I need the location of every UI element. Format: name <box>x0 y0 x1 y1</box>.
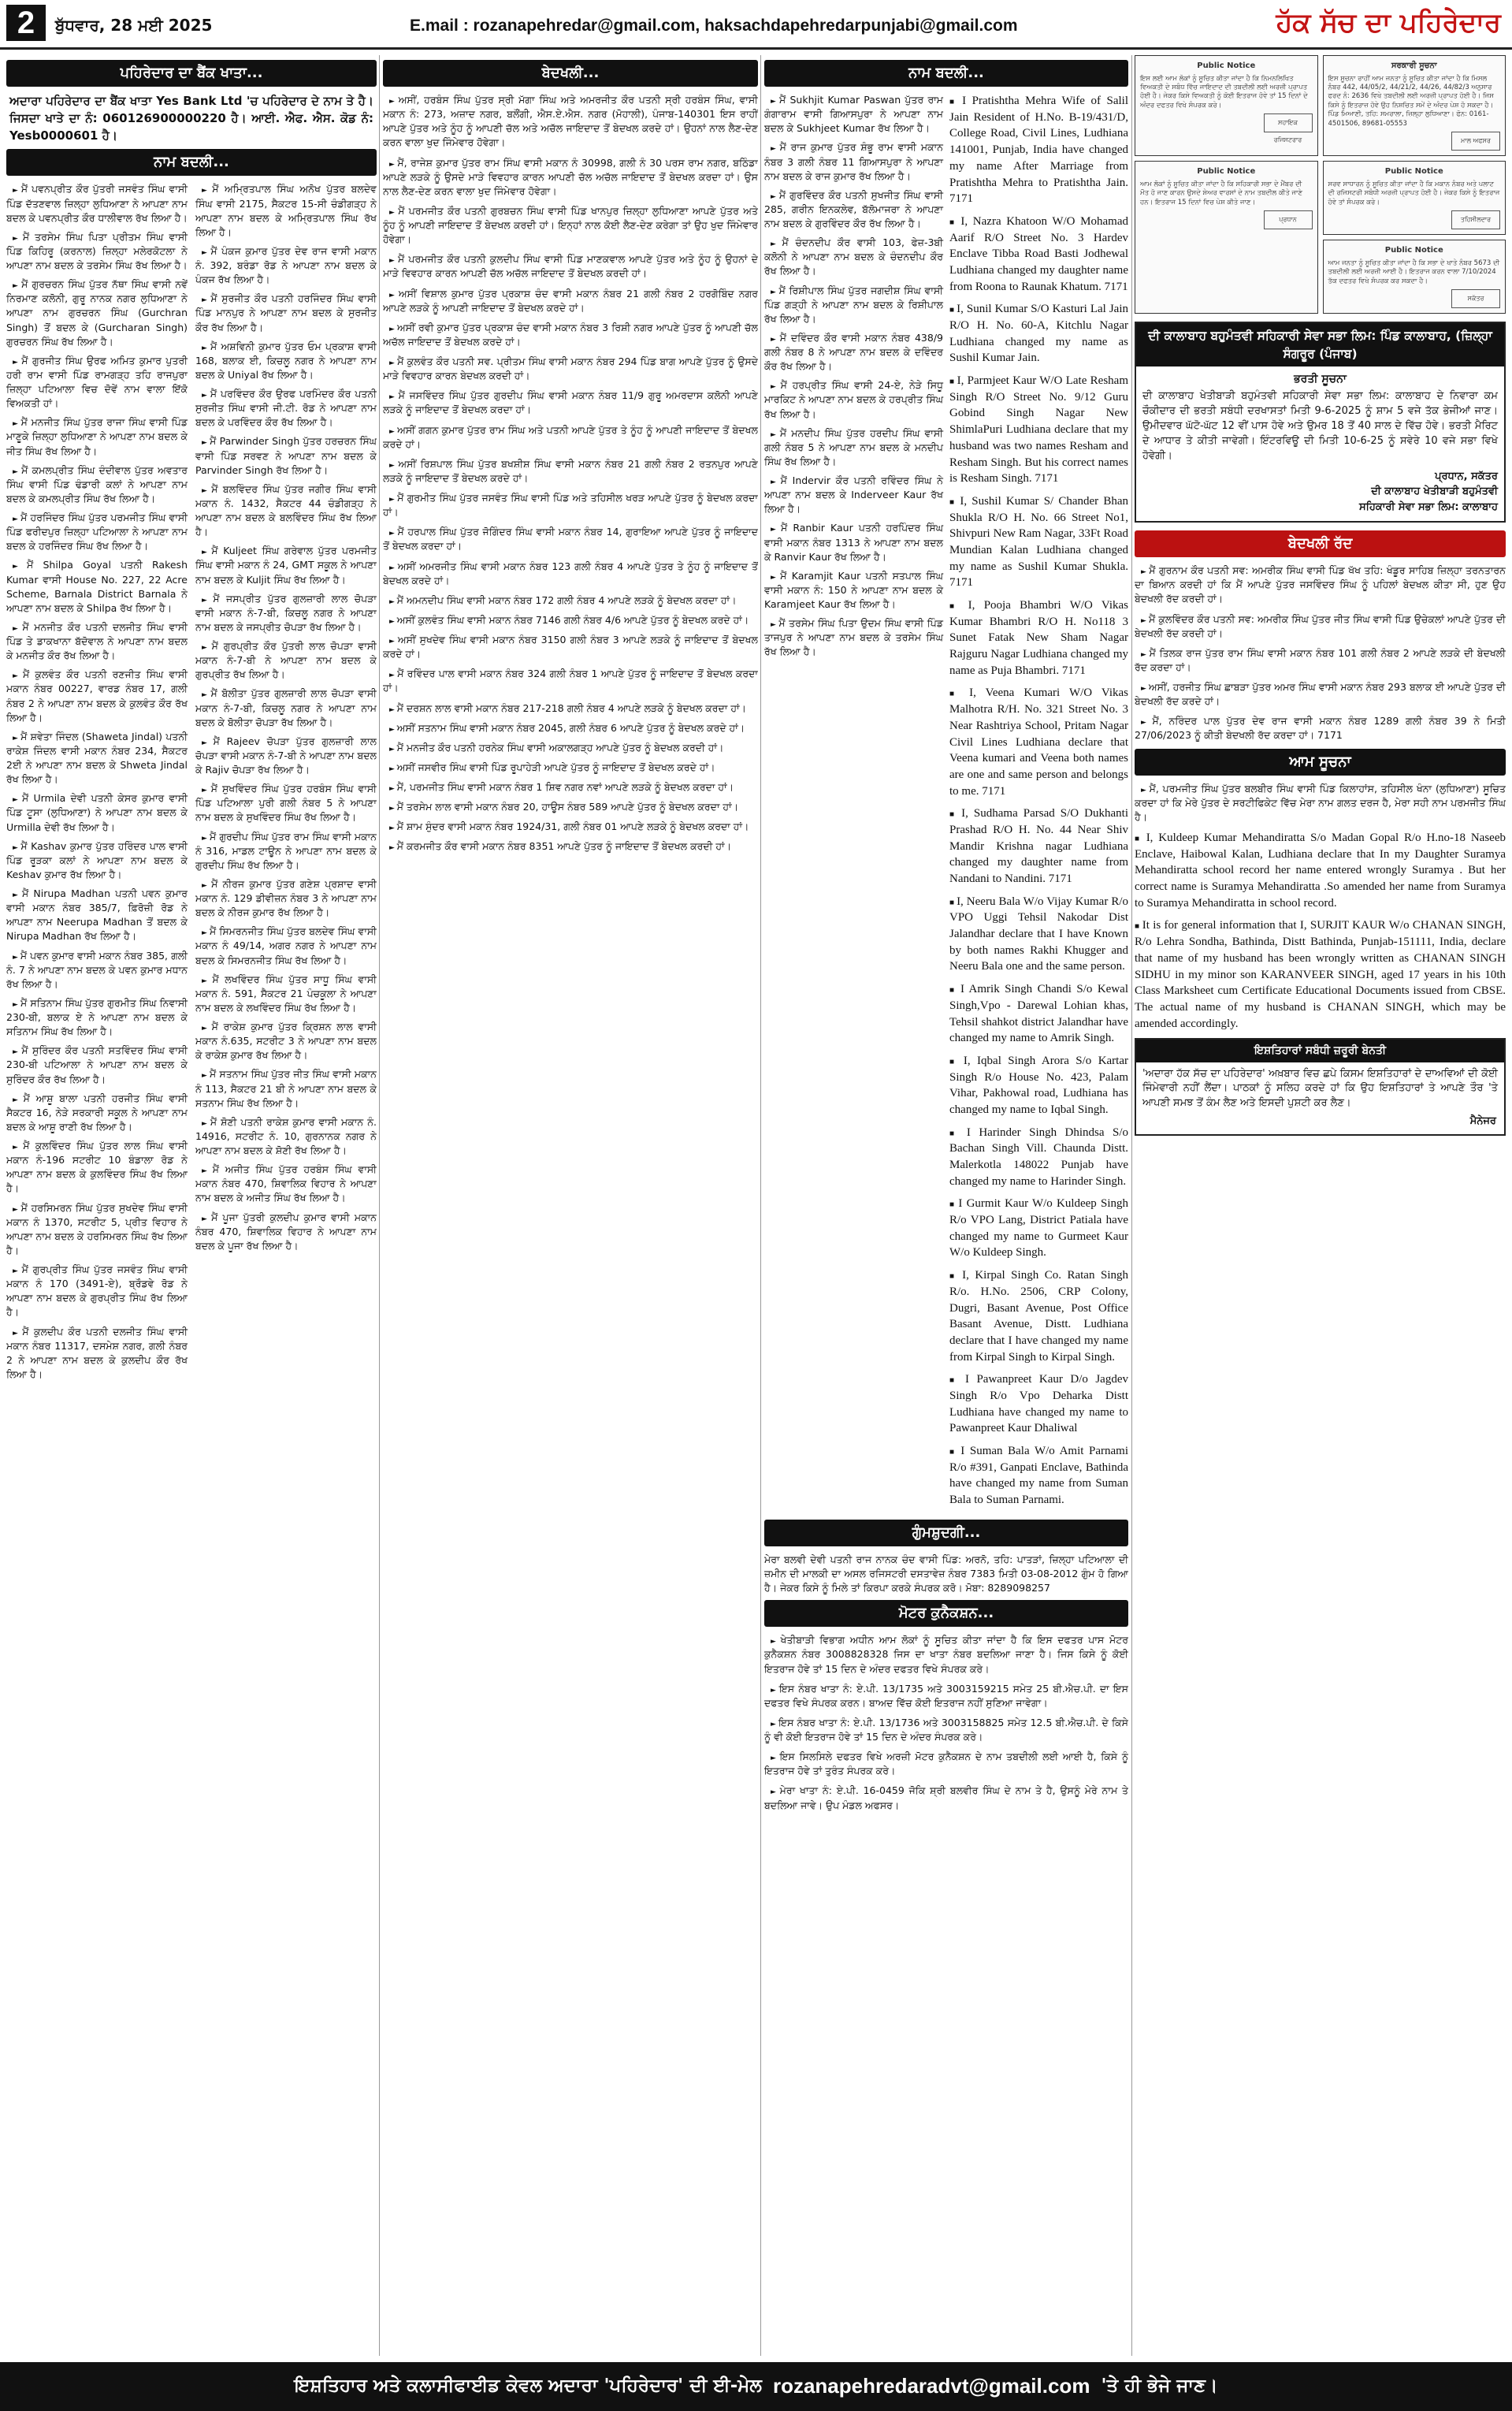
footer-email-link[interactable]: rozanapehredaradvt@gmail.com <box>772 2374 1090 2398</box>
name-change-2-english-item: ■ I Harinder Singh Dhindsa S/o Bachan Singh Vill. Chaunda Distt. Malerkotla 148022 Punjab have changed my name to Harinder Singh. <box>949 1125 1128 1190</box>
name-change-2-english-item: ■ I, Nazra Khatoon W/O Mohamad Aarif R/O Street No. 3 Hardev Enclave Tibba Road Basti Jodhewal Ludhiana changed my daughter name from Roona to Raunak Khatum. 7171 <box>949 214 1128 295</box>
badli-rad-title: ਬੇਦਖਲੀ ਰੱਦ <box>1135 530 1506 557</box>
name-change-2-english <box>949 93 1128 1515</box>
badli-item: ► ਅਸੀਂ ਰਿਸ਼ਪਾਲ ਸਿੰਘ ਪੁੱਤਰ ਬਖਸ਼ੀਸ਼ ਸਿੰਘ ਵਾਸੀ ਮਕਾਨ ਨੰਬਰ 21 ਗਲੀ ਨੰਬਰ 2 ਰਤਨਪੁਰ ਆਪਣੇ ਲੜਕੇ ਨੂੰ ਜਾਇਦਾਦ ਤੋਂ ਬੇਦਖਲ ਕਰਦੇ ਹਾਂ। <box>383 457 758 486</box>
name-change-item: ► ਮੈਂ ਗੁਰਦੀਪ ਸਿੰਘ ਪੁੱਤਰ ਰਾਮ ਸਿੰਘ ਵਾਸੀ ਮਕਾਨ ਨੰ 316, ਮਾਡਲ ਟਾਊਨ ਨੇ ਆਪਣਾ ਨਾਮ ਬਦਲ ਕੇ ਗੁਰਦੀਪ ਸਿੰਘ ਰੱਖ ਲਿਆ ਹੈ। <box>195 830 377 872</box>
name-change-2-item: ► ਮੈਂ Indervir ਕੌਰ ਪਤਨੀ ਰਵਿੰਦਰ ਸਿੰਘ ਨੇ ਆਪਣਾ ਨਾਮ ਬਦਲ ਕੇ Inderveer Kaur ਰੱਖ ਲਿਆ ਹੈ। <box>764 474 943 516</box>
footer-bar <box>0 2362 1512 2411</box>
column-2 <box>383 55 758 2356</box>
name-change-2-english-item: ■ I, Sunil Kumar S/O Kasturi Lal Jain R/O H. No. 60-A, Kitchlu Nagar Ludhiana changed my name as Sushil Kumar Jain. <box>949 301 1128 366</box>
badli-item: ► ਮੈਂ ਸ਼ਾਮ ਸੁੰਦਰ ਵਾਸੀ ਮਕਾਨ ਨੰਬਰ 1924/31, ਗਲੀ ਨੰਬਰ 01 ਆਪਣੇ ਲੜਕੇ ਨੂੰ ਬੇਦਖਲ ਕਰਦਾ ਹਾਂ। <box>383 820 758 834</box>
badli-title: ਬੇਦਖਲੀ... <box>383 60 758 87</box>
name-change-item: ► ਮੈਂ ਸ਼ੋਣੀ ਪਤਨੀ ਰਾਕੇਸ਼ ਕੁਮਾਰ ਵਾਸੀ ਮਕਾਨ ਨੰ. 14916, ਸਟਰੀਟ ਨੰ. 10, ਗੁਰਨਾਨਕ ਨਗਰ ਨੇ ਆਪਣਾ ਨਾਮ ਬਦਲ ਕੇ ਸ਼ੋਣੀ ਰੱਖ ਲਿਆ ਹੈ। <box>195 1115 377 1158</box>
public-notice-1 <box>1135 55 1318 156</box>
badli-rad-item: ► ਮੈਂ ਤਿਲਕ ਰਾਜ ਪੁੱਤਰ ਰਾਮ ਸਿੰਘ ਵਾਸੀ ਮਕਾਨ ਨੰਬਰ 101 ਗਲੀ ਨੰਬਰ 2 ਆਪਣੇ ਲੜਕੇ ਦੀ ਬੇਦਖਲੀ ਰੱਦ ਕਰਦਾ ਹਾਂ। <box>1135 646 1506 675</box>
name-change-2-english-item: ■ I, Kirpal Singh Co. Ratan Singh R/o. H.No. 2506, CRP Colony, Dugri, Basant Avenue, Post Office Basant Avenue, Distt. Ludhiana declare that I have changed my name from Kirpal Singh to Kirpal Singh. <box>949 1267 1128 1365</box>
motor-item: ► ਮੇਰਾ ਖਾਤਾ ਨੰ: ਏ.ਪੀ. 16-0459 ਜੋਕਿ ਸ਼੍ਰੀ ਬਲਵੀਰ ਸਿੰਘ ਦੇ ਨਾਮ ਤੇ ਹੈ, ਉਸਨੂੰ ਮੇਰੇ ਨਾਮ ਤੇ ਬਦਲਿਆ ਜਾਵੇ। ਉਪ ਮੰਡਲ ਅਫਸਰ। <box>764 1784 1128 1812</box>
ads-disclaimer-sign: ਮੈਨੇਜਰ <box>1469 1115 1496 1128</box>
public-notice-4-text: ਆਮ ਜਨਤਾ ਨੂੰ ਸੂਚਿਤ ਕੀਤਾ ਜਾਂਦਾ ਹੈ ਕਿ ਸਭਾ ਦੇ ਖਾਤੇ ਨੰਬਰ 5673 ਦੀ ਤਬਦੀਲੀ ਲਈ ਅਰਜ਼ੀ ਆਈ ਹੈ। ਇਤਰਾਜ ਕਰਨ ਵਾਲਾ 7/10/2024 ਤੱਕ ਦਫਤਰ ਵਿਖੇ ਸੰਪਰਕ ਕਰ ਸਕਦਾ ਹੈ। <box>1328 259 1500 285</box>
name-change-2-title: ਨਾਮ ਬਦਲੀ... <box>764 60 1128 87</box>
badli-item: ► ਮੈਂ ਹਰਪਾਲ ਸਿੰਘ ਪੁੱਤਰ ਜੋਗਿੰਦਰ ਸਿੰਘ ਵਾਸੀ ਮਕਾਨ ਨੰਬਰ 14, ਗੁਰਾਇਆ ਆਪਣੇ ਪੁੱਤਰ ਨੂੰ ਜਾਇਦਾਦ ਤੋਂ ਬੇਦਖਲ ਕਰਦਾ ਹਾਂ। <box>383 525 758 553</box>
society-sign-2: ਦੀ ਕਾਲਾਬਾਹ ਖੇਤੀਬਾੜੀ ਬਹੁਮੰਤਵੀ <box>1371 486 1498 498</box>
column-divider <box>379 55 380 2356</box>
name-change-item: ► ਮੈਂ ਜਸਪ੍ਰੀਤ ਪੁੱਤਰ ਗੁਲਜ਼ਾਰੀ ਲਾਲ ਚੋਪੜਾ ਵਾਸੀ ਮਕਾਨ ਨੰ-7-ਬੀ, ਕਿਚਲੂ ਨਗਰ ਨੇ ਆਪਣਾ ਨਾਮ ਬਦਲ ਕੇ ਜਸਪ੍ਰੀਤ ਚੋਪੜਾ ਰੱਖ ਲਿਆ ਹੈ। <box>195 592 377 634</box>
name-change-item: ► ਮੈਂ ਸੁਰਜੀਤ ਕੌਰ ਪਤਨੀ ਹਰਜਿੰਦਰ ਸਿੰਘ ਵਾਸੀ ਪਿੰਡ ਮਾਨਪੁਰ ਨੇ ਆਪਣਾ ਨਾਮ ਬਦਲ ਕੇ ਸੁਰਜੀਤ ਕੌਰ ਰੱਖ ਲਿਆ ਹੈ। <box>195 292 377 334</box>
name-change-item: ► ਮੈਂ Kashav ਕੁਮਾਰ ਪੁੱਤਰ ਹਰਿੰਦਰ ਪਾਲ ਵਾਸੀ ਪਿੰਡ ਰੂੜਕਾ ਕਲਾਂ ਨੇ ਆਪਣਾ ਨਾਮ ਬਦਲ ਕੇ Keshav ਕੁਮਾਰ ਰੱਖ ਲਿਆ ਹੈ। <box>6 839 188 882</box>
name-change-right <box>195 182 377 1386</box>
badli-item: ► ਅਸੀਂ ਵਿਸ਼ਾਲ ਕੁਮਾਰ ਪੁੱਤਰ ਪ੍ਰਕਾਸ਼ ਚੰਦ ਵਾਸੀ ਮਕਾਨ ਨੰਬਰ 21 ਗਲੀ ਨੰਬਰ 2 ਹਰਗੋਬਿੰਦ ਨਗਰ ਆਪਣੇ ਲੜਕੇ ਨੂੰ ਆਪਣੀ ਜਾਇਦਾਦ ਤੋਂ ਬੇਦਖਲ ਕਰਦੇ ਹਾਂ। <box>383 287 758 315</box>
page-number: 2 <box>6 5 46 41</box>
column-divider <box>1131 55 1132 2356</box>
name-change-item: ► ਮੈਂ ਗੁਰਚਰਨ ਸਿੰਘ ਪੁੱਤਰ ਨੱਥਾ ਸਿੰਘ ਵਾਸੀ ਨਵੇਂ ਨਿਰਮਾਣ ਕਲੋਨੀ, ਗੁਰੂ ਨਾਨਕ ਨਗਰ ਲੁਧਿਆਣਾ ਨੇ ਆਪਣਾ ਨਾਮ ਗੁਰਚਰਨ ਸਿੰਘ (Gurchran Singh) ਤੋਂ ਬਦਲ ਕੇ (Gurcharan Singh) ਗੁਰਚਰਨ ਸਿੰਘ ਰੱਖ ਲਿਆ ਹੈ। <box>6 277 188 349</box>
name-change-item: ► ਮੈਂ ਰਾਕੇਸ਼ ਕੁਮਾਰ ਪੁੱਤਰ ਕ੍ਰਿਸ਼ਨ ਲਾਲ ਵਾਸੀ ਮਕਾਨ ਨੰ.635, ਸਟਰੀਟ 3 ਨੇ ਆਪਣਾ ਨਾਮ ਬਦਲ ਕੇ ਰਾਕੇਸ਼ ਕੁਮਾਰ ਰੱਖ ਲਿਆ ਹੈ। <box>195 1020 377 1062</box>
public-notice-4 <box>1323 240 1506 314</box>
public-notice-3-text: ਸਰਵ ਸਾਧਾਰਨ ਨੂੰ ਸੂਚਿਤ ਕੀਤਾ ਜਾਂਦਾ ਹੈ ਕਿ ਮਕਾਨ ਨੰਬਰ ਅਤੇ ਪਲਾਟ ਦੀ ਰਜਿਸਟਰੀ ਸਬੰਧੀ ਅਰਜ਼ੀ ਪ੍ਰਾਪਤ ਹੋਈ ਹੈ। ਜੇਕਰ ਕਿਸੇ ਨੂੰ ਇਤਰਾਜ ਹੋਵੇ ਤਾਂ ਸੰਪਰਕ ਕਰੇ। <box>1328 180 1500 206</box>
brand-logo <box>1276 3 1501 44</box>
motor-item: ► ਇਸ ਸਿਲਸਿਲੇ ਦਫਤਰ ਵਿਖੇ ਅਰਜ਼ੀ ਮੋਟਰ ਕੁਨੈਕਸ਼ਨ ਦੇ ਨਾਮ ਤਬਦੀਲੀ ਲਈ ਆਈ ਹੈ, ਕਿਸੇ ਨੂੰ ਇਤਰਾਜ ਹੋਵੇ ਤਾਂ ਤੁਰੰਤ ਸੰਪਰਕ ਕਰੇ। <box>764 1750 1128 1778</box>
public-info-english-1: ■ I, Kuldeep Kumar Mehandiratta S/o Madan Gopal R/o H.no-18 Naseeb Enclave, Haibowal Kalan, Ludhiana declare that In my Daughter Suramya Mehandiratta school record her name entered wrongly Suramya . But her correct name is Suramya Mehandiratta .So amended her name from Suramya to Suramya Mehandiratta in school record. <box>1135 830 1506 911</box>
name-change-2-item: ► ਮੈਂ ਦਵਿੰਦਰ ਕੌਰ ਵਾਸੀ ਮਕਾਨ ਨੰਬਰ 438/9 ਗਲੀ ਨੰਬਰ 8 ਨੇ ਆਪਣਾ ਨਾਮ ਬਦਲ ਕੇ ਦਵਿੰਦਰ ਕੌਰ ਰੱਖ ਲਿਆ ਹੈ। <box>764 331 943 374</box>
issue-date: ਬੁੱਧਵਾਰ, 28 ਮਈ 2025 <box>55 16 213 35</box>
name-change-item: ► ਮੈਂ ਮਨਜੀਤ ਕੌਰ ਪਤਨੀ ਦਲਜੀਤ ਸਿੰਘ ਵਾਸੀ ਪਿੰਡ ਤੇ ਡਾਕਖਾਨਾ ਬੱਦੋਵਾਲ ਨੇ ਆਪਣਾ ਨਾਮ ਬਦਲ ਕੇ ਮਨਜੀਤ ਕੌਰ ਰੱਖ ਲਿਆ ਹੈ। <box>6 620 188 663</box>
public-info-title: ਆਮ ਸੂਚਨਾ <box>1135 749 1506 776</box>
badli-item: ► ਅਸੀਂ ਜਸਵੀਰ ਸਿੰਘ ਵਾਸੀ ਪਿੰਡ ਰੂਪਾਹੇੜੀ ਆਪਣੇ ਪੁੱਤਰ ਨੂੰ ਜਾਇਦਾਦ ਤੋਂ ਬੇਦਖਲ ਕਰਦੇ ਹਾਂ। <box>383 761 758 775</box>
society-subtitle: ਭਰਤੀ ਸੂਚਨਾ <box>1294 373 1347 386</box>
motor-item: ► ਖੇਤੀਬਾੜੀ ਵਿਭਾਗ ਅਧੀਨ ਆਮ ਲੋਕਾਂ ਨੂੰ ਸੂਚਿਤ ਕੀਤਾ ਜਾਂਦਾ ਹੈ ਕਿ ਇਸ ਦਫਤਰ ਪਾਸ ਮੋਟਰ ਕੁਨੈਕਸ਼ਨ ਨੰਬਰ 3008828328 ਜਿਸ ਦਾ ਖਾਤਾ ਨੰਬਰ ਬਦਲਿਆ ਜਾਣਾ ਹੈ। ਜਿਸ ਕਿਸੇ ਨੂੰ ਕੋਈ ਇਤਰਾਜ ਹੋਵੇ ਤਾਂ 15 ਦਿਨ ਦੇ ਅੰਦਰ ਦਫਤਰ ਵਿਖੇ ਸੰਪਰਕ ਕਰੇ। <box>764 1633 1128 1676</box>
column-4 <box>1135 55 1506 2356</box>
government-notice-title: ਸਰਕਾਰੀ ਸੂਚਨਾ <box>1391 61 1437 70</box>
name-change-left <box>6 182 188 1386</box>
notice-row-1 <box>1135 55 1506 156</box>
badli-item: ► ਮੈਂ ਦਰਸ਼ਨ ਲਾਲ ਵਾਸੀ ਮਕਾਨ ਨੰਬਰ 217-218 ਗਲੀ ਨੰਬਰ 4 ਆਪਣੇ ਲੜਕੇ ਨੂੰ ਬੇਦਖਲ ਕਰਦਾ ਹਾਂ। <box>383 701 758 716</box>
society-title: ਦੀ ਕਾਲਾਬਾਹ ਬਹੁਮੰਤਵੀ ਸਹਿਕਾਰੀ ਸੇਵਾ ਸਭਾ ਲਿਮ: ਪਿੰਡ ਕਾਲਾਬਾਹ, (ਜ਼ਿਲ੍ਹਾ ਸੰਗਰੂਰ (ਪੰਜਾਬ) <box>1136 323 1504 366</box>
name-change-item: ► ਮੈਂ Rajeev ਚੋਪੜਾ ਪੁੱਤਰ ਗੁਲਜ਼ਾਰੀ ਲਾਲ ਚੋਪੜਾ ਵਾਸੀ ਮਕਾਨ ਨੰ-7-ਬੀ ਨੇ ਆਪਣਾ ਨਾਮ ਬਦਲ ਕੇ Rajiv ਚੋਪੜਾ ਰੱਖ ਲਿਆ ਹੈ। <box>195 735 377 777</box>
public-notice-2-text: ਆਮ ਲੋਕਾਂ ਨੂੰ ਸੂਚਿਤ ਕੀਤਾ ਜਾਂਦਾ ਹੈ ਕਿ ਸਹਿਕਾਰੀ ਸਭਾ ਦੇ ਮੈਂਬਰ ਦੀ ਮੌਤ ਹੋ ਜਾਣ ਕਾਰਨ ਉਸਦੇ ਸ਼ੇਅਰ ਵਾਰਸਾਂ ਦੇ ਨਾਮ ਤਬਦੀਲ ਕੀਤੇ ਜਾਣੇ ਹਨ। ਇਤਰਾਜ 15 ਦਿਨਾਂ ਵਿਚ ਪੇਸ਼ ਕੀਤੇ ਜਾਣ। <box>1140 180 1303 206</box>
badli-rad-item: ► ਅਸੀਂ, ਹਰਜੀਤ ਸਿੰਘ ਛਾਬੜਾ ਪੁੱਤਰ ਅਮਰ ਸਿੰਘ ਵਾਸੀ ਮਕਾਨ ਨੰਬਰ 293 ਬਲਾਕ ਈ ਆਪਣੇ ਪੁੱਤਰ ਦੀ ਬੇਦਖਲੀ ਰੱਦ ਕਰਦੇ ਹਾਂ। <box>1135 680 1506 709</box>
public-notice-3-sign: ਤਹਿਸੀਲਦਾਰ <box>1451 210 1500 229</box>
name-change-2-item: ► ਮੈਂ Karamjit Kaur ਪਤਨੀ ਸਤਪਾਲ ਸਿੰਘ ਵਾਸੀ ਮਕਾਨ ਨੰ: 150 ਨੇ ਆਪਣਾ ਨਾਮ ਬਦਲ ਕੇ Karamjeet Kaur ਰੱਖ ਲਿਆ ਹੈ। <box>764 569 943 612</box>
name-change-item: ► ਮੈਂ ਸੁਰਿੰਦਰ ਕੌਰ ਪਤਨੀ ਸਤਵਿੰਦਰ ਸਿੰਘ ਵਾਸੀ 230-ਬੀ ਪਟਿਆਲਾ ਨੇ ਆਪਣਾ ਨਾਮ ਬਦਲ ਕੇ ਸੁਰਿੰਦਰ ਕੌਰ ਰੱਖ ਲਿਆ ਹੈ। <box>6 1044 188 1086</box>
society-recruitment-box <box>1135 322 1506 523</box>
name-change-2-english-item: ■ I, Iqbal Singh Arora S/o Kartar Singh R/o House No. 423, Palam Vihar, Pakhowal road, Ludhiana has changed my name to Iqbal Singh. <box>949 1053 1128 1118</box>
name-change-item: ► ਮੈਂ ਹਰਜਿੰਦਰ ਸਿੰਘ ਪੁੱਤਰ ਪਰਮਜੀਤ ਸਿੰਘ ਵਾਸੀ ਪਿੰਡ ਫਰੀਦਪੁਰ ਜ਼ਿਲ੍ਹਾ ਪਟਿਆਲਾ ਨੇ ਆਪਣਾ ਨਾਮ ਬਦਲ ਕੇ ਹਰਜਿੰਦਰ ਸਿੰਘ ਰੱਖ ਲਿਆ ਹੈ। <box>6 511 188 553</box>
name-change-2-english-item: ■ I, Veena Kumari W/O Vikas Malhotra R/H. No. 321 Street No. 3 Near Rashtriya School, Pritam Nagar Civil Lines Ludhiana declare that Veena kumari and Veena both names are one and same person and belongs to me. 7171 <box>949 685 1128 799</box>
name-change-2-english-item: ■ I, Sudhama Parsad S/O Dukhanti Prashad R/O H. No. 44 Near Shiv Mandir Krishna nagar Ludhiana changed my daughter name from Nandani to Nandini. 7171 <box>949 806 1128 887</box>
name-change-2-item: ► ਮੈਂ ਤਰਸੇਮ ਸਿੰਘ ਪਿਤਾ ਉਦਮ ਸਿੰਘ ਵਾਸੀ ਪਿੰਡ ਤਾਜਪੁਰ ਨੇ ਆਪਣਾ ਨਾਮ ਬਦਲ ਕੇ ਤਰਸੇਮ ਸਿੰਘ ਰੱਖ ਲਿਆ ਹੈ। <box>764 616 943 659</box>
name-change-item: ► ਮੈਂ ਕੁਲਦੀਪ ਕੌਰ ਪਤਨੀ ਦਲਜੀਤ ਸਿੰਘ ਵਾਸੀ ਮਕਾਨ ਨੰਬਰ 11317, ਦਸਮੇਸ਼ ਨਗਰ, ਗਲੀ ਨੰਬਰ 2 ਨੇ ਆਪਣਾ ਨਾਮ ਬਦਲ ਕੇ ਕੁਲਦੀਪ ਕੌਰ ਰੱਖ ਲਿਆ ਹੈ। <box>6 1325 188 1382</box>
name-change-item: ► ਮੈਂ ਸ਼ਵੇਤਾ ਜਿੰਦਲ (Shaweta Jindal) ਪਤਨੀ ਰਾਕੇਸ਼ ਜਿੰਦਲ ਵਾਸੀ ਮਕਾਨ ਨੰਬਰ 234, ਸੈਕਟਰ 2ਈ ਨੇ ਆਪਣਾ ਨਾਮ ਬਦਲ ਕੇ Shweta Jindal ਰੱਖ ਲਿਆ ਹੈ। <box>6 730 188 787</box>
name-change-item: ► ਮੈਂ Kuljeet ਸਿੰਘ ਗਰੇਵਾਲ ਪੁੱਤਰ ਪਰਮਜੀਤ ਸਿੰਘ ਵਾਸੀ ਮਕਾਨ ਨੰ 24, GMT ਸਕੂਲ ਨੇ ਆਪਣਾ ਨਾਮ ਬਦਲ ਕੇ Kuljit ਸਿੰਘ ਰੱਖ ਲਿਆ ਹੈ। <box>195 544 377 586</box>
name-change-item: ► ਮੈਂ Parwinder Singh ਪੁੱਤਰ ਹਰਚਰਨ ਸਿੰਘ ਵਾਸੀ ਪਿੰਡ ਸਰਵਣ ਨੇ ਆਪਣਾ ਨਾਮ ਬਦਲ ਕੇ Parvinder Singh ਰੱਖ ਲਿਆ ਹੈ। <box>195 434 377 477</box>
badli-item: ► ਅਸੀਂ ਰਵੀ ਕੁਮਾਰ ਪੁੱਤਰ ਪ੍ਰਕਾਸ਼ ਚੰਦ ਵਾਸੀ ਮਕਾਨ ਨੰਬਰ 3 ਰਿਸ਼ੀ ਨਗਰ ਆਪਣੇ ਪੁੱਤਰ ਨੂੰ ਆਪਣੀ ਚੱਲ ਅਚੱਲ ਜਾਇਦਾਦ ਤੋਂ ਬੇਦਖਲ ਕਰਦੇ ਹਾਂ। <box>383 321 758 349</box>
government-notice <box>1323 55 1506 156</box>
name-change-item: ► ਮੈਂ ਸੁਖਵਿੰਦਰ ਸਿੰਘ ਪੁੱਤਰ ਹਰਬੰਸ ਸਿੰਘ ਵਾਸੀ ਪਿੰਡ ਪਟਿਆਲਾ ਪੁਰੀ ਗਲੀ ਨੰਬਰ 5 ਨੇ ਆਪਣਾ ਨਾਮ ਬਦਲ ਕੇ ਸੁਖਵਿੰਦਰ ਸਿੰਘ ਰੱਖ ਲਿਆ ਹੈ। <box>195 782 377 824</box>
name-change-2-english-item: ■ I Pratishtha Mehra Wife of Salil Jain Resident of H.No. B-19/431/D, College Road, Civil Lines, Ludhiana 141001, Punjab, India have changed my name After Marriage from Pratishtha Mehra to Pratishtha Jain. 7171 <box>949 93 1128 207</box>
name-change-item: ► ਮੈਂ ਅਸ਼ਵਿਨੀ ਕੁਮਾਰ ਪੁੱਤਰ ਓਮ ਪ੍ਰਕਾਸ਼ ਵਾਸੀ 168, ਬਲਾਕ ਈ, ਕਿਚਲੂ ਨਗਰ ਨੇ ਆਪਣਾ ਨਾਮ ਬਦਲ ਕੇ Uniyal ਰੱਖ ਲਿਆ ਹੈ। <box>195 340 377 382</box>
ads-disclaimer-title: ਇਸ਼ਤਿਹਾਰਾਂ ਸਬੰਧੀ ਜ਼ਰੂਰੀ ਬੇਨਤੀ <box>1136 1040 1504 1062</box>
government-notice-sign: ਮਾਲ ਅਫਸਰ <box>1451 132 1500 151</box>
name-change-2-english-item: ■ I, Parmjeet Kaur W/O Late Resham Singh R/O Street No. 9/12 Guru Gobind Singh Nagar New ShimlaPuri Ludhiana declare that my husband was two names Resham and Resham Singh. But his correct names is Resham Singh. 7171 <box>949 373 1128 487</box>
name-change-item: ► ਮੈਂ ਪਵਨ ਕੁਮਾਰ ਵਾਸੀ ਮਕਾਨ ਨੰਬਰ 385, ਗਲੀ ਨੰ. 7 ਨੇ ਆਪਣਾ ਨਾਮ ਬਦਲ ਕੇ ਪਵਨ ਕੁਮਾਰ ਮਧਾਨ ਰੱਖ ਲਿਆ ਹੈ। <box>6 949 188 992</box>
name-change-item: ► ਮੈਂ ਸਿਮਰਨਜੀਤ ਸਿੰਘ ਪੁੱਤਰ ਬਲਦੇਵ ਸਿੰਘ ਵਾਸੀ ਮਕਾਨ ਨੰ 49/14, ਅਗਰ ਨਗਰ ਨੇ ਆਪਣਾ ਨਾਮ ਬਦਲ ਕੇ ਸਿਮਰਨਜੀਤ ਸਿੰਘ ਰੱਖ ਲਿਆ ਹੈ। <box>195 925 377 967</box>
name-change-item: ► ਮੈਂ ਪਰਵਿੰਦਰ ਕੌਰ ਉਰਫ ਪਰਮਿੰਦਰ ਕੌਰ ਪਤਨੀ ਸੁਰਜੀਤ ਸਿੰਘ ਵਾਸੀ ਜੀ.ਟੀ. ਰੋਡ ਨੇ ਆਪਣਾ ਨਾਮ ਬਦਲ ਕੇ ਪਰਵਿੰਦਰ ਕੌਰ ਰੱਖ ਲਿਆ ਹੈ। <box>195 387 377 430</box>
name-change-2-english-item: ■ I Suman Bala W/o Amit Parnami R/o #391, Ganpati Enclave, Bathinda have changed my name from Suman Bala to Suman Parnami. <box>949 1443 1128 1509</box>
notice-stack <box>1323 161 1506 314</box>
masthead <box>0 0 1512 50</box>
public-notice-4-sign: ਸਕੱਤਰ <box>1451 289 1500 308</box>
name-change-2-item: ► ਮੈਂ ਰਿਸ਼ੀਪਾਲ ਸਿੰਘ ਪੁੱਤਰ ਜਗਦੀਸ਼ ਸਿੰਘ ਵਾਸੀ ਪਿੰਡ ਗੜ੍ਹੀ ਨੇ ਆਪਣਾ ਨਾਮ ਬਦਲ ਕੇ ਰਿਸ਼ੀਪਾਲ ਰੱਖ ਲਿਆ ਹੈ। <box>764 284 943 326</box>
badli-item: ► ਅਸੀਂ, ਹਰਬੰਸ ਸਿੰਘ ਪੁੱਤਰ ਸ੍ਰੀ ਮੱਗਾ ਸਿੰਘ ਅਤੇ ਅਮਰਜੀਤ ਕੌਰ ਪਤਨੀ ਸ੍ਰੀ ਹਰਬੰਸ ਸਿੰਘ, ਵਾਸੀ ਮਕਾਨ ਨੰ: 273, ਅਜ਼ਾਦ ਨਗਰ, ਬਲੌਂਗੀ, ਐਸ.ਏ.ਐਸ. ਨਗਰ (ਮੋਹਾਲੀ), ਪੰਜਾਬ-140301 ਇਸ ਰਾਹੀਂ ਆਪਣੇ ਪੁੱਤਰ ਅਤੇ ਨੂੰਹ ਨੂੰ ਆਪਣੀ ਚੱਲ ਅਤੇ ਅਚੱਲ ਜਾਇਦਾਦ ਤੋਂ ਬੇਦਖਲ ਕਰਦੇ ਹਾਂ। ਉਹਨਾਂ ਨਾਲ ਲੈਣ-ਦੇਣ ਕਰਨ ਵਾਲਾ ਖੁਦ ਜਿੰਮੇਵਾਰ ਹੋਵੇਗਾ। <box>383 93 758 151</box>
name-change-item: ► ਮੈਂ ਸਤਿਨਾਮ ਸਿੰਘ ਪੁੱਤਰ ਗੁਰਮੀਤ ਸਿੰਘ ਨਿਵਾਸੀ 230-ਬੀ, ਬਲਾਕ ਏ ਨੇ ਆਪਣਾ ਨਾਮ ਬਦਲ ਕੇ ਸਤਿਨਾਮ ਸਿੰਘ ਰੱਖ ਲਿਆ ਹੈ। <box>6 996 188 1039</box>
badli-rad-item: ► ਮੈਂ ਕੁਲਵਿੰਦਰ ਕੌਰ ਪਤਨੀ ਸਵ: ਅਮਰੀਕ ਸਿੰਘ ਪੁੱਤਰ ਜੀਤ ਸਿੰਘ ਵਾਸੀ ਪਿੰਡ ਉਚੇਕਲਾਂ ਆਪਣੇ ਪੁੱਤਰ ਦੀ ਬੇਦਖਲੀ ਰੱਦ ਕਰਦੀ ਹਾਂ। <box>1135 612 1506 641</box>
society-signature <box>1136 469 1504 522</box>
name-change-item: ► ਮੈਂ ਕੁਲਵਿੰਦਰ ਸਿੰਘ ਪੁੱਤਰ ਲਾਲ ਸਿੰਘ ਵਾਸੀ ਮਕਾਨ ਨੰ-196 ਸਟਰੀਟ 10 ਬੰਡਾਲਾ ਰੋਡ ਨੇ ਆਪਣਾ ਨਾਮ ਬਦਲ ਕੇ ਕੁਲਵਿੰਦਰ ਸਿੰਘ ਰੱਖ ਲਿਆ ਹੈ। <box>6 1139 188 1196</box>
name-change-2-item: ► ਮੈਂ ਚੰਦਨਦੀਪ ਕੌਰ ਵਾਸੀ 103, ਫੇਜ਼-3ਬੀ ਕਲੋਨੀ ਨੇ ਆਪਣਾ ਨਾਮ ਬਦਲ ਕੇ ਚੰਦਨਦੀਪ ਕੌਰ ਰੱਖ ਲਿਆ ਹੈ। <box>764 236 943 278</box>
public-notice-3-title: Public Notice <box>1384 167 1443 177</box>
badli-item: ► ਅਸੀਂ ਕੁਲਵੰਤ ਸਿੰਘ ਵਾਸੀ ਮਕਾਨ ਨੰਬਰ 7146 ਗਲੀ ਨੰਬਰ 4/6 ਆਪਣੇ ਪੁੱਤਰ ਨੂੰ ਬੇਦਖਲ ਕਰਦੇ ਹਾਂ। <box>383 613 758 627</box>
badli-item: ► ਮੈਂ ਅਮਨਦੀਪ ਸਿੰਘ ਵਾਸੀ ਮਕਾਨ ਨੰਬਰ 172 ਗਲੀ ਨੰਬਰ 4 ਆਪਣੇ ਲੜਕੇ ਨੂੰ ਬੇਦਖਲ ਕਰਦਾ ਹਾਂ। <box>383 593 758 608</box>
public-info-english-2: ■ It is for general information that I, SURJIT KAUR W/o CHANAN SINGH, R/o Lehra Sondha, Bathinda, Distt Bathinda, Punjab-151111, India, declare that name of my husband has been wrongly written as CHANAN SINGH SIDHU in my minor son KARANVEER SINGH, aged 17 years in his 10th Class Marksheet cum Certificate Educational Documents issued from CBSE. The actual name of my husband is CHANAN SINGH, which may be amended accordingly. <box>1135 917 1506 1032</box>
name-change-item: ► ਮੈਂ ਤਰਸੇਮ ਸਿੰਘ ਪਿਤਾ ਪ੍ਰੀਤਮ ਸਿੰਘ ਵਾਸੀ ਪਿੰਡ ਕਿਹਿਰੂ (ਕਰਨਾਲ) ਜ਼ਿਲ੍ਹਾ ਮਲੇਰਕੋਟਲਾ ਨੇ ਆਪਣਾ ਨਾਮ ਬਦਲ ਕੇ ਤਰਸੇਮ ਸਿੰਘ ਰੱਖ ਲਿਆ ਹੈ। <box>6 230 188 273</box>
name-change-item: ► ਮੈਂ ਅਜੀਤ ਸਿੰਘ ਪੁੱਤਰ ਹਰਬੰਸ ਸਿੰਘ ਵਾਸੀ ਮਕਾਨ ਨੰਬਰ 470, ਸ਼ਿਵਾਲਿਕ ਵਿਹਾਰ ਨੇ ਆਪਣਾ ਨਾਮ ਬਦਲ ਕੇ ਅਜੀਤ ਸਿੰਘ ਰੱਖ ਲਿਆ ਹੈ। <box>195 1163 377 1205</box>
bank-account-text: ਅਦਾਰਾ ਪਹਿਰੇਦਾਰ ਦਾ ਬੈਂਕ ਖਾਤਾ Yes Bank Ltd 'ਚ ਪਹਿਰੇਦਾਰ ਦੇ ਨਾਮ ਤੇ ਹੈ। ਜਿਸਦਾ ਖਾਤੇ ਦਾ ਨੰ: 060126900000220 ਹੈ। ਆਈ. ਐਫ. ਐਸ. ਕੋਡ ਨੰ: Yesb0000601 ਹੈ। <box>9 94 373 143</box>
badli-list <box>383 93 758 854</box>
name-change-item: ► ਮੈਂ Shilpa Goyal ਪਤਨੀ Rakesh Kumar ਵਾਸੀ House No. 227, 22 Acre Scheme, Barnala District Barnala ਨੇ ਆਪਣਾ ਨਾਮ ਬਦਲ ਕੇ Shilpa ਰੱਖ ਲਿਆ ਹੈ। <box>6 558 188 616</box>
name-change-2-english-item: ■ I Gurmit Kaur W/o Kuldeep Singh R/o VPO Lang, District Patiala have changed my name to Gurmeet Kaur W/o Kuldeep Singh. <box>949 1196 1128 1261</box>
name-change-2-english-item: ■ I, Pooja Bhambri W/O Vikas Kumar Bhambri R/O H. No118 3 Sunet Fatak New Sham Nagar Rajguru Nagar Ludhiana changed my name as Puja Bhambri. 7171 <box>949 597 1128 679</box>
badli-rad-item: ► ਮੈਂ ਗੁਰਨਾਮ ਕੌਰ ਪਤਨੀ ਸਵ: ਅਮਰੀਕ ਸਿੰਘ ਵਾਸੀ ਪਿੰਡ ਖੱਖ ਤਹਿ: ਖੰਡੂਰ ਸਾਹਿਬ ਜ਼ਿਲ੍ਹਾ ਤਰਨਤਾਰਨ ਦਾ ਬਿਆਨ ਕਰਦੀ ਹਾਂ ਕਿ ਮੈਂ ਆਪਣੇ ਪੁੱਤਰ ਜਸਵਿੰਦਰ ਸਿੰਘ ਨੂੰ ਪਹਿਲਾਂ ਬੇਦਖਲ ਕੀਤਾ ਸੀ, ਹੁਣ ਉਹ ਬੇਦਖਲੀ ਰੱਦ ਕਰਦੀ ਹਾਂ। <box>1135 564 1506 606</box>
name-change-item: ► ਮੈਂ ਗੁਰਜੀਤ ਸਿੰਘ ਉਰਫ ਅਮਿਤ ਕੁਮਾਰ ਪੁਤਰੀ ਹਰੀ ਰਾਮ ਵਾਸੀ ਪਿੰਡ ਰਾਮਗੜ੍ਹ ਤਹਿ ਰਾਜਪੁਰਾ ਜ਼ਿਲ੍ਹਾ ਪਟਿਆਲਾ ਵਿਚ ਦੋਵੇਂ ਨਾਮ ਵਾਲਾ ਇੱਕੋ ਵਿਅਕਤੀ ਹਾਂ। <box>6 354 188 411</box>
badli-item: ► ਅਸੀਂ ਅਮਰਜੀਤ ਸਿੰਘ ਵਾਸੀ ਮਕਾਨ ਨੰਬਰ 123 ਗਲੀ ਨੰਬਰ 4 ਆਪਣੇ ਪੁੱਤਰ ਤੇ ਨੂੰਹ ਨੂੰ ਜਾਇਦਾਦ ਤੋਂ ਬੇਦਖਲ ਕਰਦੇ ਹਾਂ। <box>383 560 758 588</box>
lost-notice: ਮੇਰਾ ਬਲਵੀ ਦੇਵੀ ਪਤਨੀ ਰਾਜ ਨਾਨਕ ਚੰਦ ਵਾਸੀ ਪਿੰਡ: ਅਰਨੋ, ਤਹਿ: ਪਾਤੜਾਂ, ਜ਼ਿਲ੍ਹਾ ਪਟਿਆਲਾ ਦੀ ਜ਼ਮੀਨ ਦੀ ਮਾਲਕੀ ਦਾ ਅਸਲ ਰਜਿਸਟਰੀ ਦਸਤਾਵੇਜ਼ ਨੰਬਰ 7383 ਮਿਤੀ 03-08-2012 ਗੁੰਮ ਹੋ ਗਿਆ ਹੈ। ਜੇਕਰ ਕਿਸੇ ਨੂੰ ਮਿਲੇ ਤਾਂ ਕਿਰਪਾ ਕਰਕੇ ਸੰਪਰਕ ਕਰੋ। ਮੋਬਾ: 8289098257 <box>764 1553 1128 1594</box>
name-change-2-grid <box>764 93 1128 1515</box>
badli-item: ► ਅਸੀਂ ਸਤਨਾਮ ਸਿੰਘ ਵਾਸੀ ਮਕਾਨ ਨੰਬਰ 2045, ਗਲੀ ਨੰਬਰ 6 ਆਪਣੇ ਪੁੱਤਰ ਨੂੰ ਬੇਦਖਲ ਕਰਦੇ ਹਾਂ। <box>383 721 758 735</box>
badli-item: ► ਮੈਂ ਜਸਵਿੰਦਰ ਸਿੰਘ ਪੁੱਤਰ ਗੁਰਦੀਪ ਸਿੰਘ ਵਾਸੀ ਮਕਾਨ ਨੰਬਰ 11/9 ਗੁਰੂ ਅਮਰਦਾਸ ਕਲੋਨੀ ਆਪਣੇ ਲੜਕੇ ਨੂੰ ਜਾਇਦਾਦ ਤੋਂ ਬੇਦਖਲ ਕਰਦਾ ਹਾਂ। <box>383 389 758 417</box>
name-change-2-english-item: ■ I Pawanpreet Kaur D/o Jagdev Singh R/o Vpo Deharka Distt Ludhiana have changed my name to Pawanpreet Kaur Dhaliwal <box>949 1371 1128 1437</box>
name-change-item: ► ਮੈਂ ਨੀਰਜ ਕੁਮਾਰ ਪੁੱਤਰ ਗਣੇਸ਼ ਪ੍ਰਸ਼ਾਦ ਵਾਸੀ ਮਕਾਨ ਨੰ. 129 ਡੀਵੀਜ਼ਨ ਨੰਬਰ 3 ਨੇ ਆਪਣਾ ਨਾਮ ਬਦਲ ਕੇ ਨੀਰਜ ਕੁਮਾਰ ਰੱਖ ਲਿਆ ਹੈ। <box>195 877 377 920</box>
badli-item: ► ਮੈਂ ਰਵਿੰਦਰ ਪਾਲ ਵਾਸੀ ਮਕਾਨ ਨੰਬਰ 324 ਗਲੀ ਨੰਬਰ 1 ਆਪਣੇ ਪੁੱਤਰ ਨੂੰ ਜਾਇਦਾਦ ਤੋਂ ਬੇਦਖਲ ਕਰਦਾ ਹਾਂ। <box>383 667 758 695</box>
name-change-2-item: ► ਮੈਂ ਰਾਜ ਕੁਮਾਰ ਪੁੱਤਰ ਸ਼ੰਭੂ ਰਾਮ ਵਾਸੀ ਮਕਾਨ ਨੰਬਰ 3 ਗਲੀ ਨੰਬਰ 11 ਗਿਆਸਪੁਰਾ ਨੇ ਆਪਣਾ ਨਾਮ ਬਦਲ ਕੇ ਰਾਜ ਕੁਮਾਰ ਰੱਖ ਲਿਆ ਹੈ। <box>764 140 943 183</box>
badli-item: ► ਮੈਂ ਕੁਲਵੰਤ ਕੌਰ ਪਤਨੀ ਸਵ. ਪ੍ਰੀਤਮ ਸਿੰਘ ਵਾਸੀ ਮਕਾਨ ਨੰਬਰ 294 ਪਿੰਡ ਬਾਗ ਆਪਣੇ ਪੁੱਤਰ ਨੂੰ ਉਸਦੇ ਮਾੜੇ ਵਿਵਹਾਰ ਕਾਰਨ ਬੇਦਖਲ ਕਰਦੀ ਹਾਂ। <box>383 355 758 383</box>
footer-text: ਇਸ਼ਤਿਹਾਰ ਅਤੇ ਕਲਾਸੀਫਾਈਡ ਕੇਵਲ ਅਦਾਰਾ 'ਪਹਿਰੇਦਾਰ' ਦੀ ਈ-ਮੇਲ <box>294 2376 762 2397</box>
public-notice-3 <box>1323 161 1506 235</box>
name-change-2-punjabi <box>764 93 943 1515</box>
name-change-2-english-item: ■ I, Neeru Bala W/o Vijay Kumar R/o VPO Uggi Tehsil Nakodar Dist Jalandhar declare that I have Known by both names Rakhi Khugger and Neeru Bala one and the same person. <box>949 894 1128 975</box>
footer-tail: 'ਤੇ ਹੀ ਭੇਜੇ ਜਾਣ। <box>1101 2376 1218 2397</box>
name-change-item: ► ਮੈਂ ਆਸ਼ੂ ਬਾਲਾ ਪਤਨੀ ਹਰਜੀਤ ਸਿੰਘ ਵਾਸੀ ਸੈਕਟਰ 16, ਨੇੜੇ ਸਰਕਾਰੀ ਸਕੂਲ ਨੇ ਆਪਣਾ ਨਾਮ ਬਦਲ ਕੇ ਆਸ਼ੂ ਰਾਣੀ ਰੱਖ ਲਿਆ ਹੈ। <box>6 1092 188 1134</box>
name-change-item: ► ਮੈਂ ਕੁਲਵੰਤ ਕੌਰ ਪਤਨੀ ਰਣਜੀਤ ਸਿੰਘ ਵਾਸੀ ਮਕਾਨ ਨੰਬਰ 00227, ਵਾਰਡ ਨੰਬਰ 17, ਗਲੀ ਨੰਬਰ 2 ਨੇ ਆਪਣਾ ਨਾਮ ਬਦਲ ਕੇ ਕੁਲਵੰਤ ਕੌਰ ਰੱਖ ਲਿਆ ਹੈ। <box>6 668 188 725</box>
name-change-2-item: ► ਮੈਂ ਹਰਪ੍ਰੀਤ ਸਿੰਘ ਵਾਸੀ 24-ਏ, ਨੇੜੇ ਸਿਧੂ ਮਾਰਕਿਟ ਨੇ ਆਪਣਾ ਨਾਮ ਬਦਲ ਕੇ ਹਰਪ੍ਰੀਤ ਸਿੰਘ ਰੱਖ ਲਿਆ ਹੈ। <box>764 378 943 421</box>
badli-item: ► ਮੈਂ ਗੁਰਮੀਤ ਸਿੰਘ ਪੁੱਤਰ ਜਸਵੰਤ ਸਿੰਘ ਵਾਸੀ ਪਿੰਡ ਅਤੇ ਤਹਿਸੀਲ ਖਰੜ ਆਪਣੇ ਪੁੱਤਰ ਨੂੰ ਬੇਦਖਲ ਕਰਦਾ ਹਾਂ। <box>383 491 758 519</box>
name-change-item: ► ਮੈਂ Urmila ਦੇਵੀ ਪਤਨੀ ਕੇਸਰ ਕੁਮਾਰ ਵਾਸੀ ਪਿੰਡ ਟੂਸਾ (ਲੁਧਿਆਣਾ) ਨੇ ਆਪਣਾ ਨਾਮ ਬਦਲ ਕੇ Urmilla ਦੇਵੀ ਰੱਖ ਲਿਆ ਹੈ। <box>6 791 188 834</box>
public-notice-2-title: Public Notice <box>1197 167 1256 177</box>
public-info-punjabi: ► ਮੈਂ, ਪਰਮਜੀਤ ਸਿੰਘ ਪੁੱਤਰ ਬਲਬੀਰ ਸਿੰਘ ਵਾਸੀ ਪਿੰਡ ਕਿਲਾਹਾਂਸ, ਤਹਿਸੀਲ ਖੰਨਾ (ਲੁਧਿਆਣਾ) ਸੂਚਿਤ ਕਰਦਾ ਹਾਂ ਕਿ ਮੇਰੇ ਪੁੱਤਰ ਦੇ ਸਰਟੀਫਿਕੇਟ ਵਿੱਚ ਮੇਰਾ ਨਾਮ ਗਲਤ ਦਰਜ ਹੈ, ਮੇਰਾ ਸਹੀ ਨਾਮ ਪਰਮਜੀਤ ਸਿੰਘ ਹੈ। <box>1135 782 1506 824</box>
column-3 <box>764 55 1128 2356</box>
name-change-2-item: ► ਮੈਂ Sukhjit Kumar Paswan ਪੁੱਤਰ ਰਾਮ ਗੰਗਾਰਾਮ ਵਾਸੀ ਗਿਆਸਪੁਰਾ ਨੇ ਆਪਣਾ ਨਾਮ ਬਦਲ ਕੇ Sukhjeet Kumar ਰੱਖ ਲਿਆ ਹੈ। <box>764 93 943 136</box>
name-change-item: ► ਮੈਂ ਬੋਲੀਤਾ ਪੁੱਤਰ ਗੁਲਜ਼ਾਰੀ ਲਾਲ ਚੋਪੜਾ ਵਾਸੀ ਮਕਾਨ ਨੰ-7-ਬੀ, ਕਿਚਲੂ ਨਗਰ ਨੇ ਆਪਣਾ ਨਾਮ ਬਦਲ ਕੇ ਬੋਲੀਤਾ ਚੋਪੜਾ ਰੱਖ ਲਿਆ ਹੈ। <box>195 686 377 729</box>
name-change-2-english-item: ■ I, Sushil Kumar S/ Chander Bhan Shukla R/O H. No. 66 Street No1, Shivpuri New Ram Nagar, 33Ft Road Mundian Kalan Ludhiana changed my name as Sushil Kumar Shukla. 7171 <box>949 493 1128 591</box>
badli-item: ► ਮੈਂ ਪਰਮਜੀਤ ਕੌਰ ਪਤਨੀ ਕੁਲਦੀਪ ਸਿੰਘ ਵਾਸੀ ਪਿੰਡ ਮਾਣਕਵਾਲ ਆਪਣੇ ਪੁੱਤਰ ਅਤੇ ਨੂੰਹ ਨੂੰ ਉਹਨਾਂ ਦੇ ਮਾੜੇ ਵਿਵਹਾਰ ਕਾਰਨ ਆਪਣੀ ਚੱਲ ਅਚੱਲ ਜਾਇਦਾਦ ਤੋਂ ਬੇਦਖਲ ਕਰਦੀ ਹਾਂ। <box>383 252 758 281</box>
bank-section-title: ਪਹਿਰੇਦਾਰ ਦਾ ਬੈਂਕ ਖਾਤਾ... <box>6 60 377 87</box>
name-change-item: ► ਮੈਂ ਕਮਲਪ੍ਰੀਤ ਸਿੰਘ ਦੰਦੀਵਾਲ ਪੁੱਤਰ ਅਵਤਾਰ ਸਿੰਘ ਵਾਸੀ ਪਿੰਡ ਢੰਡਾਰੀ ਕਲਾਂ ਨੇ ਆਪਣਾ ਨਾਮ ਬਦਲ ਕੇ ਕਮਲਪ੍ਰੀਤ ਸਿੰਘ ਰੱਖ ਲਿਆ ਹੈ। <box>6 463 188 506</box>
government-notice-text: ਇਸ ਸੂਚਨਾ ਰਾਹੀਂ ਆਮ ਜਨਤਾ ਨੂੰ ਸੂਚਿਤ ਕੀਤਾ ਜਾਂਦਾ ਹੈ ਕਿ ਮਿਸਲ ਨੰਬਰ 442, 44/05/2, 44/21/2, 44/26, 44/82/3 ਅਨੁਸਾਰ ਫਰਦ ਨੰ: 2636 ਵਿਖੇ ਤਬਦੀਲੀ ਲਈ ਅਰਜ਼ੀ ਪ੍ਰਾਪਤ ਹੋਈ ਹੈ। ਜਿਸ ਕਿਸੇ ਨੂੰ ਇਤਰਾਜ਼ ਹੋਵੇ ਉਹ ਨਿਸ਼ਚਿਤ ਸਮੇਂ ਦੇ ਅੰਦਰ ਪੇਸ਼ ਹੋ ਸਕਦਾ ਹੈ। ਪਿੰਡ ਮਿਆਣੀ, ਤਹਿ: ਸਮਰਾਲਾ, ਜ਼ਿਲ੍ਹਾ ਲੁਧਿਆਣਾ। ਫੋਨ: 0161-4501506, 89681-05553 <box>1328 74 1494 128</box>
public-info-body <box>1135 782 1506 1032</box>
notice-row-2 <box>1135 161 1506 314</box>
name-change-item: ► ਮੈਂ ਪੂਜਾ ਪੁੱਤਰੀ ਕੁਲਦੀਪ ਕੁਮਾਰ ਵਾਸੀ ਮਕਾਨ ਨੰਬਰ 470, ਸ਼ਿਵਾਲਿਕ ਵਿਹਾਰ ਨੇ ਆਪਣਾ ਨਾਮ ਬਦਲ ਕੇ ਪੂਜਾ ਰੱਖ ਲਿਆ ਹੈ। <box>195 1211 377 1253</box>
badli-item: ► ਅਸੀਂ ਸੁਖਦੇਵ ਸਿੰਘ ਵਾਸੀ ਮਕਾਨ ਨੰਬਰ 3150 ਗਲੀ ਨੰਬਰ 3 ਆਪਣੇ ਲੜਕੇ ਨੂੰ ਜਾਇਦਾਦ ਤੋਂ ਬੇਦਖਲ ਕਰਦੇ ਹਾਂ। <box>383 633 758 661</box>
name-change-2-english-item: ■ I Amrik Singh Chandi S/o Kewal Singh,Vpo - Darewal Lohian khas, Tehsil shahkot district Jalandhar have changed my name to Amrik Singh. <box>949 981 1128 1047</box>
name-change-item: ► ਮੈਂ ਮਨਜੀਤ ਸਿੰਘ ਪੁੱਤਰ ਰਾਜਾ ਸਿੰਘ ਵਾਸੀ ਪਿੰਡ ਮਾਣੂਕੇ ਜ਼ਿਲ੍ਹਾ ਲੁਧਿਆਣਾ ਨੇ ਆਪਣਾ ਨਾਮ ਬਦਲ ਕੇ ਜੀਤ ਸਿੰਘ ਰੱਖ ਲਿਆ ਹੈ। <box>6 415 188 458</box>
header-email: E.mail : rozanapehredar@gmail.com, haksachdapehredarpunjabi@gmail.com <box>410 17 1018 35</box>
society-text: ਦੀ ਕਾਲਾਬਾਹ ਖੇਤੀਬਾੜੀ ਬਹੁਮੰਤਵੀ ਸਹਿਕਾਰੀ ਸੇਵਾ ਸਭਾ ਲਿਮ: ਕਾਲਾਬਾਹ ਦੇ ਨਿਵਾਰਾ ਕਮ ਚੌਕੀਦਾਰ ਦੀ ਭਰਤੀ ਸਬੰਧੀ ਦਰਖਾਸਤਾਂ ਮਿਤੀ 9-6-2025 ਨੂੰ ਸ਼ਾਮ 5 ਵਜੇ ਤੱਕ ਭੇਜੀਆਂ ਜਾਣ। ਉਮੀਦਵਾਰ ਘੱਟੋ-ਘੱਟ 12 ਵੀਂ ਪਾਸ ਹੋਵੇ ਅਤੇ ਉਮਰ 18 ਤੋਂ 40 ਸਾਲ ਦੇ ਵਿੱਚ ਹੋਵੇ। ਭਰਤੀ ਮੈਰਿਟ ਦੇ ਆਧਾਰ ਤੇ ਕੀਤੀ ਜਾਵੇਗੀ। ਇੰਟਰਵਿਊ ਦੀ ਮਿਤੀ 10-6-25 ਨੂੰ ਸਵੇਰੇ 10 ਵਜੇ ਸਭਾ ਵਿਖੇ ਹੋਵੇਗੀ। <box>1142 390 1498 462</box>
motor-item: ► ਇਸ ਨੰਬਰ ਖਾਤਾ ਨੰ: ਏ.ਪੀ. 13/1736 ਅਤੇ 3003158825 ਸਮੇਤ 12.5 ਬੀ.ਐਚ.ਪੀ. ਦੇ ਕਿਸੇ ਨੂੰ ਵੀ ਕੋਈ ਇਤਰਾਜ ਹੋਵੇ ਤਾਂ 15 ਦਿਨ ਦੇ ਅੰਦਰ ਸੰਪਰਕ ਕਰੇ। <box>764 1716 1128 1744</box>
badli-rad-item: ► ਮੈਂ, ਨਰਿੰਦਰ ਪਾਲ ਪੁੱਤਰ ਦੇਵ ਰਾਜ ਵਾਸੀ ਮਕਾਨ ਨੰਬਰ 1289 ਗਲੀ ਨੰਬਰ 39 ਨੇ ਮਿਤੀ 27/06/2023 ਨੂੰ ਕੀਤੀ ਬੇਦਖਲੀ ਰੱਦ ਕਰਦਾ ਹਾਂ। 7171 <box>1135 714 1506 742</box>
column-divider <box>760 55 761 2356</box>
public-notice-1-title: Public Notice <box>1197 61 1256 70</box>
name-change-item: ► ਮੈਂ ਸਤਨਾਮ ਸਿੰਘ ਪੁੱਤਰ ਜੀਤ ਸਿੰਘ ਵਾਸੀ ਮਕਾਨ ਨੰ 113, ਸੈਕਟਰ 21 ਬੀ ਨੇ ਆਪਣਾ ਨਾਮ ਬਦਲ ਕੇ ਸਤਨਾਮ ਸਿੰਘ ਰੱਖ ਲਿਆ ਹੈ। <box>195 1067 377 1110</box>
badli-item: ► ਮੈਂ, ਰਾਜੇਸ਼ ਕੁਮਾਰ ਪੁੱਤਰ ਰਾਮ ਸਿੰਘ ਵਾਸੀ ਮਕਾਨ ਨੰ 30998, ਗਲੀ ਨੰ 30 ਪਰਸ ਰਾਮ ਨਗਰ, ਬਠਿੰਡਾ ਆਪਣੇ ਲੜਕੇ ਨੂੰ ਉਸਦੇ ਮਾੜੇ ਵਿਵਹਾਰ ਕਾਰਨ ਆਪਣੀ ਚੱਲ ਅਚੱਲ ਜਾਇਦਾਦ ਤੋਂ ਬੇਦਖਲ ਕਰਦਾ ਹਾਂ। ਉਸ ਨਾਲ ਲੈਣ-ਦੇਣ ਕਰਨ ਵਾਲਾ ਖੁਦ ਜਿੰਮੇਵਾਰ ਹੋਵੇਗਾ। <box>383 156 758 199</box>
name-change-list <box>6 182 377 1386</box>
badli-rad-list <box>1135 564 1506 742</box>
name-change-item: ► ਮੈਂ ਪੰਕਜ ਕੁਮਾਰ ਪੁੱਤਰ ਦੇਵ ਰਾਜ ਵਾਸੀ ਮਕਾਨ ਨੰ. 392, ਬਰੰਡਾ ਰੋਡ ਨੇ ਆਪਣਾ ਨਾਮ ਬਦਲ ਕੇ ਪੰਕਜ ਰੱਖ ਲਿਆ ਹੈ। <box>195 244 377 287</box>
name-change-item: ► ਮੈਂ ਪਵਨਪ੍ਰੀਤ ਕੌਰ ਪੁੱਤਰੀ ਜਸਵੰਤ ਸਿੰਘ ਵਾਸੀ ਪਿੰਡ ਦੱਤਣਵਾਲ ਜ਼ਿਲ੍ਹਾ ਲੁਧਿਆਣਾ ਨੇ ਆਪਣਾ ਨਾਮ ਬਦਲ ਕੇ ਪਵਨਪ੍ਰੀਤ ਕੌਰ ਧਾਲੀਵਾਲ ਰੱਖ ਲਿਆ ਹੈ। <box>6 182 188 225</box>
name-change-item: ► ਮੈਂ ਹਰਸਿਮਰਨ ਸਿੰਘ ਪੁੱਤਰ ਸੁਖਦੇਵ ਸਿੰਘ ਵਾਸੀ ਮਕਾਨ ਨੰ 1370, ਸਟਰੀਟ 5, ਪ੍ਰੀਤ ਵਿਹਾਰ ਨੇ ਆਪਣਾ ਨਾਮ ਬਦਲ ਕੇ ਹਰਸਿਮਰਨ ਸਿੰਘ ਰੱਖ ਲਿਆ ਹੈ। <box>6 1201 188 1259</box>
public-notice-1-text: ਇਸ ਲਈ ਆਮ ਲੋਕਾਂ ਨੂੰ ਸੂਚਿਤ ਕੀਤਾ ਜਾਂਦਾ ਹੈ ਕਿ ਨਿਮਨਲਿਖਿਤ ਵਿਅਕਤੀ ਦੇ ਸਬੰਧ ਵਿੱਚ ਜਾਇਦਾਦ ਦੀ ਤਬਦੀਲੀ ਲਈ ਅਰਜ਼ੀ ਪ੍ਰਾਪਤ ਹੋਈ ਹੈ। ਜੇਕਰ ਕਿਸੇ ਵਿਅਕਤੀ ਨੂੰ ਕੋਈ ਇਤਰਾਜ ਹੋਵੇ ਤਾਂ 15 ਦਿਨਾਂ ਦੇ ਅੰਦਰ ਦਫਤਰ ਵਿਖੇ ਸੰਪਰਕ ਕਰੇ। <box>1140 74 1308 110</box>
column-1 <box>6 55 377 2356</box>
motor-title: ਮੋਟਰ ਕੁਨੈਕਸ਼ਨ... <box>764 1600 1128 1627</box>
public-notice-4-title: Public Notice <box>1384 246 1443 255</box>
name-change-2-item: ► ਮੈਂ Ranbir Kaur ਪਤਨੀ ਹਰਪਿੰਦਰ ਸਿੰਘ ਵਾਸੀ ਮਕਾਨ ਨੰਬਰ 1313 ਨੇ ਆਪਣਾ ਨਾਮ ਬਦਲ ਕੇ Ranvir Kaur ਰੱਖ ਲਿਆ ਹੈ। <box>764 521 943 564</box>
public-notice-2-sign: ਪ੍ਰਧਾਨ <box>1264 210 1313 229</box>
motor-item: ► ਇਸ ਨੰਬਰ ਖਾਤਾ ਨੰ: ਏ.ਪੀ. 13/1735 ਅਤੇ 3003159215 ਸਮੇਤ 25 ਬੀ.ਐਚ.ਪੀ. ਦਾ ਇਸ ਦਫਤਰ ਵਿਖੇ ਸੰਪਰਕ ਕਰਨ। ਬਾਅਦ ਵਿੱਚ ਕੋਈ ਇਤਰਾਜ ਨਹੀਂ ਸੁਣਿਆ ਜਾਵੇਗਾ। <box>764 1682 1128 1710</box>
badli-item: ► ਮੈਂ ਮਨਜੀਤ ਕੌਰ ਪਤਨੀ ਹਰਨੇਕ ਸਿੰਘ ਵਾਸੀ ਅਕਾਲਗੜ੍ਹ ਆਪਣੇ ਪੁੱਤਰ ਨੂੰ ਬੇਦਖਲ ਕਰਦੀ ਹਾਂ। <box>383 741 758 755</box>
society-sign-1: ਪ੍ਰਧਾਨ, ਸਕੱਤਰ <box>1435 470 1498 482</box>
badli-item: ► ਮੈਂ ਕਰਮਜੀਤ ਕੌਰ ਵਾਸੀ ਮਕਾਨ ਨੰਬਰ 8351 ਆਪਣੇ ਪੁੱਤਰ ਨੂੰ ਜਾਇਦਾਦ ਤੋਂ ਬੇਦਖਲ ਕਰਦੀ ਹਾਂ। <box>383 839 758 854</box>
lost-title: ਗੁੰਮਸ਼ੁਦਗੀ... <box>764 1520 1128 1546</box>
name-change-item: ► ਮੈਂ Nirupa Madhan ਪਤਨੀ ਪਵਨ ਕੁਮਾਰ ਵਾਸੀ ਮਕਾਨ ਨੰਬਰ 385/7, ਫ਼ਿਰੋਜ਼ੀ ਰੋਡ ਨੇ ਆਪਣਾ ਨਾਮ Neerupa Madhan ਤੋਂ ਬਦਲ ਕੇ Nirupa Madhan ਰੱਖ ਲਿਆ ਹੈ। <box>6 887 188 944</box>
name-change-item: ► ਮੈਂ ਗੁਰਪ੍ਰੀਤ ਸਿੰਘ ਪੁੱਤਰ ਜਸਵੰਤ ਸਿੰਘ ਵਾਸੀ ਮਕਾਨ ਨੰ 170 (3491-ਏ), ਬ੍ਰੌਡਵੇ ਰੋਡ ਨੇ ਆਪਣਾ ਨਾਮ ਬਦਲ ਕੇ ਗੁਰਪ੍ਰੀਤ ਸਿੰਘ ਰੱਖ ਲਿਆ ਹੈ। <box>6 1263 188 1320</box>
name-change-2-item: ► ਮੈਂ ਗੁਰਵਿੰਦਰ ਕੌਰ ਪਤਨੀ ਸੁਖਜੀਤ ਸਿੰਘ ਵਾਸੀ 285, ਗਰੀਨ ਇਨਕਲੇਵ, ਬੱਲੋਮਾਜਰਾ ਨੇ ਆਪਣਾ ਨਾਮ ਬਦਲ ਕੇ ਗੁਰਵਿੰਦਰ ਕੌਰ ਰੱਖ ਲਿਆ ਹੈ। <box>764 188 943 231</box>
ads-disclaimer-box <box>1135 1038 1506 1136</box>
name-change-item: ► ਮੈਂ ਗੁਰਪ੍ਰੀਤ ਕੌਰ ਪੁੱਤਰੀ ਲਾਲ ਚੋਪੜਾ ਵਾਸੀ ਮਕਾਨ ਨੰ-7-ਬੀ ਨੇ ਆਪਣਾ ਨਾਮ ਬਦਲ ਕੇ ਗੁਰਪ੍ਰੀਤ ਰੱਖ ਲਿਆ ਹੈ। <box>195 639 377 682</box>
society-sign-3: ਸਹਿਕਾਰੀ ਸੇਵਾ ਸਭਾ ਲਿਮ: ਕਾਲਾਬਾਹ <box>1359 500 1498 513</box>
public-notice-1-sign: ਸਹਾਇਕ ਰਜਿਸਟਰਾਰ <box>1264 113 1313 132</box>
badli-item: ► ਮੈਂ ਤਰਸੇਮ ਲਾਲ ਵਾਸੀ ਮਕਾਨ ਨੰਬਰ 20, ਹਾਊਸ ਨੰਬਰ 589 ਆਪਣੇ ਪੁੱਤਰ ਨੂੰ ਬੇਦਖਲ ਕਰਦਾ ਹਾਂ। <box>383 800 758 814</box>
badli-item: ► ਮੈਂ ਪਰਮਜੀਤ ਕੌਰ ਪਤਨੀ ਗੁਰਬਚਨ ਸਿੰਘ ਵਾਸੀ ਪਿੰਡ ਖਾਨਪੁਰ ਜ਼ਿਲ੍ਹਾ ਲੁਧਿਆਣਾ ਆਪਣੇ ਪੁੱਤਰ ਅਤੇ ਨੂੰਹ ਨੂੰ ਆਪਣੀ ਜਾਇਦਾਦ ਤੋਂ ਬੇਦਖਲ ਕਰਦੀ ਹਾਂ। ਇਨ੍ਹਾਂ ਨਾਲ ਕੋਈ ਲੈਣ-ਦੇਣ ਕਰੇਗਾ ਤਾਂ ਉਹ ਖੁਦ ਜਿੰਮੇਵਾਰ ਹੋਵੇਗਾ। <box>383 204 758 247</box>
badli-item: ► ਮੈਂ, ਪਰਮਜੀਤ ਸਿੰਘ ਵਾਸੀ ਮਕਾਨ ਨੰਬਰ 1 ਸ਼ਿਵ ਨਗਰ ਨਵਾਂ ਆਪਣੇ ਲੜਕੇ ਨੂੰ ਬੇਦਖਲ ਕਰਦਾ ਹਾਂ। <box>383 780 758 794</box>
name-change-item: ► ਮੈਂ ਲਖਵਿੰਦਰ ਸਿੰਘ ਪੁੱਤਰ ਸਾਧੂ ਸਿੰਘ ਵਾਸੀ ਮਕਾਨ ਨੰ. 591, ਸੈਕਟਰ 21 ਪੰਚਕੂਲਾ ਨੇ ਆਪਣਾ ਨਾਮ ਬਦਲ ਕੇ ਲਖਵਿੰਦਰ ਸਿੰਘ ਰੱਖ ਲਿਆ ਹੈ। <box>195 973 377 1015</box>
badli-item: ► ਅਸੀਂ ਗਗਨ ਕੁਮਾਰ ਪੁੱਤਰ ਰਾਮ ਸਿੰਘ ਅਤੇ ਪਤਨੀ ਆਪਣੇ ਪੁੱਤਰ ਤੇ ਨੂੰਹ ਨੂੰ ਆਪਣੀ ਜਾਇਦਾਦ ਤੋਂ ਬੇਦਖਲ ਕਰਦੇ ਹਾਂ। <box>383 423 758 452</box>
motor-list <box>764 1633 1128 1812</box>
ads-disclaimer-text: 'ਅਦਾਰਾ ਹੱਕ ਸੱਚ ਦਾ ਪਹਿਰੇਦਾਰ' ਅਖ਼ਬਾਰ ਵਿਚ ਛਪੇ ਕਿਸਮ ਇਸ਼ਤਿਹਾਰਾਂ ਦੇ ਦਾਅਵਿਆਂ ਦੀ ਕੋਈ ਜਿੰਮੇਵਾਰੀ ਨਹੀਂ ਲੈਂਦਾ। ਪਾਠਕਾਂ ਨੂੰ ਸਲਿਹ ਕਰਦੇ ਹਾਂ ਕਿ ਉਹ ਇਸ਼ਤਿਹਾਰਾਂ ਤੇ ਆਪਣੇ ਤੌਰ 'ਤੇ ਆਪਣੀ ਸਮਝ ਤੋਂ ਕੰਮ ਲੈਣ ਅਤੇ ਇਸਦੀ ਪੁਸ਼ਟੀ ਕਰ ਲੈਣ। <box>1142 1067 1498 1110</box>
public-notice-2 <box>1135 161 1318 314</box>
name-change-2-item: ► ਮੈਂ ਮਨਦੀਪ ਸਿੰਘ ਪੁੱਤਰ ਹਰਦੀਪ ਸਿੰਘ ਵਾਸੀ ਗਲੀ ਨੰਬਰ 5 ਨੇ ਆਪਣਾ ਨਾਮ ਬਦਲ ਕੇ ਮਨਦੀਪ ਸਿੰਘ ਰੱਖ ਲਿਆ ਹੈ। <box>764 426 943 469</box>
name-change-title: ਨਾਮ ਬਦਲੀ... <box>6 149 377 176</box>
name-change-item: ► ਮੈਂ ਬਲਵਿੰਦਰ ਸਿੰਘ ਪੁੱਤਰ ਜਗੀਰ ਸਿੰਘ ਵਾਸੀ ਮਕਾਨ ਨੰ. 1432, ਸੈਕਟਰ 44 ਚੰਡੀਗੜ੍ਹ ਨੇ ਆਪਣਾ ਨਾਮ ਬਦਲ ਕੇ ਬਲਵਿੰਦਰ ਸਿੰਘ ਰੱਖ ਲਿਆ ਹੈ। <box>195 482 377 540</box>
brand-name: ਹੱਕ ਸੱਚ ਦਾ ਪਹਿਰੇਦਾਰ <box>1276 7 1501 39</box>
name-change-item: ► ਮੈਂ ਅਮ੍ਰਿਤਪਾਲ ਸਿੰਘ ਅਨੋਖ ਪੁੱਤਰ ਬਲਦੇਵ ਸਿੰਘ ਵਾਸੀ 2175, ਸੈਕਟਰ 15-ਸੀ ਚੰਡੀਗੜ੍ਹ ਨੇ ਆਪਣਾ ਨਾਮ ਬਦਲ ਕੇ ਅਮ੍ਰਿਤਪਾਲ ਸਿੰਘ ਰੱਖ ਲਿਆ ਹੈ। <box>195 182 377 240</box>
